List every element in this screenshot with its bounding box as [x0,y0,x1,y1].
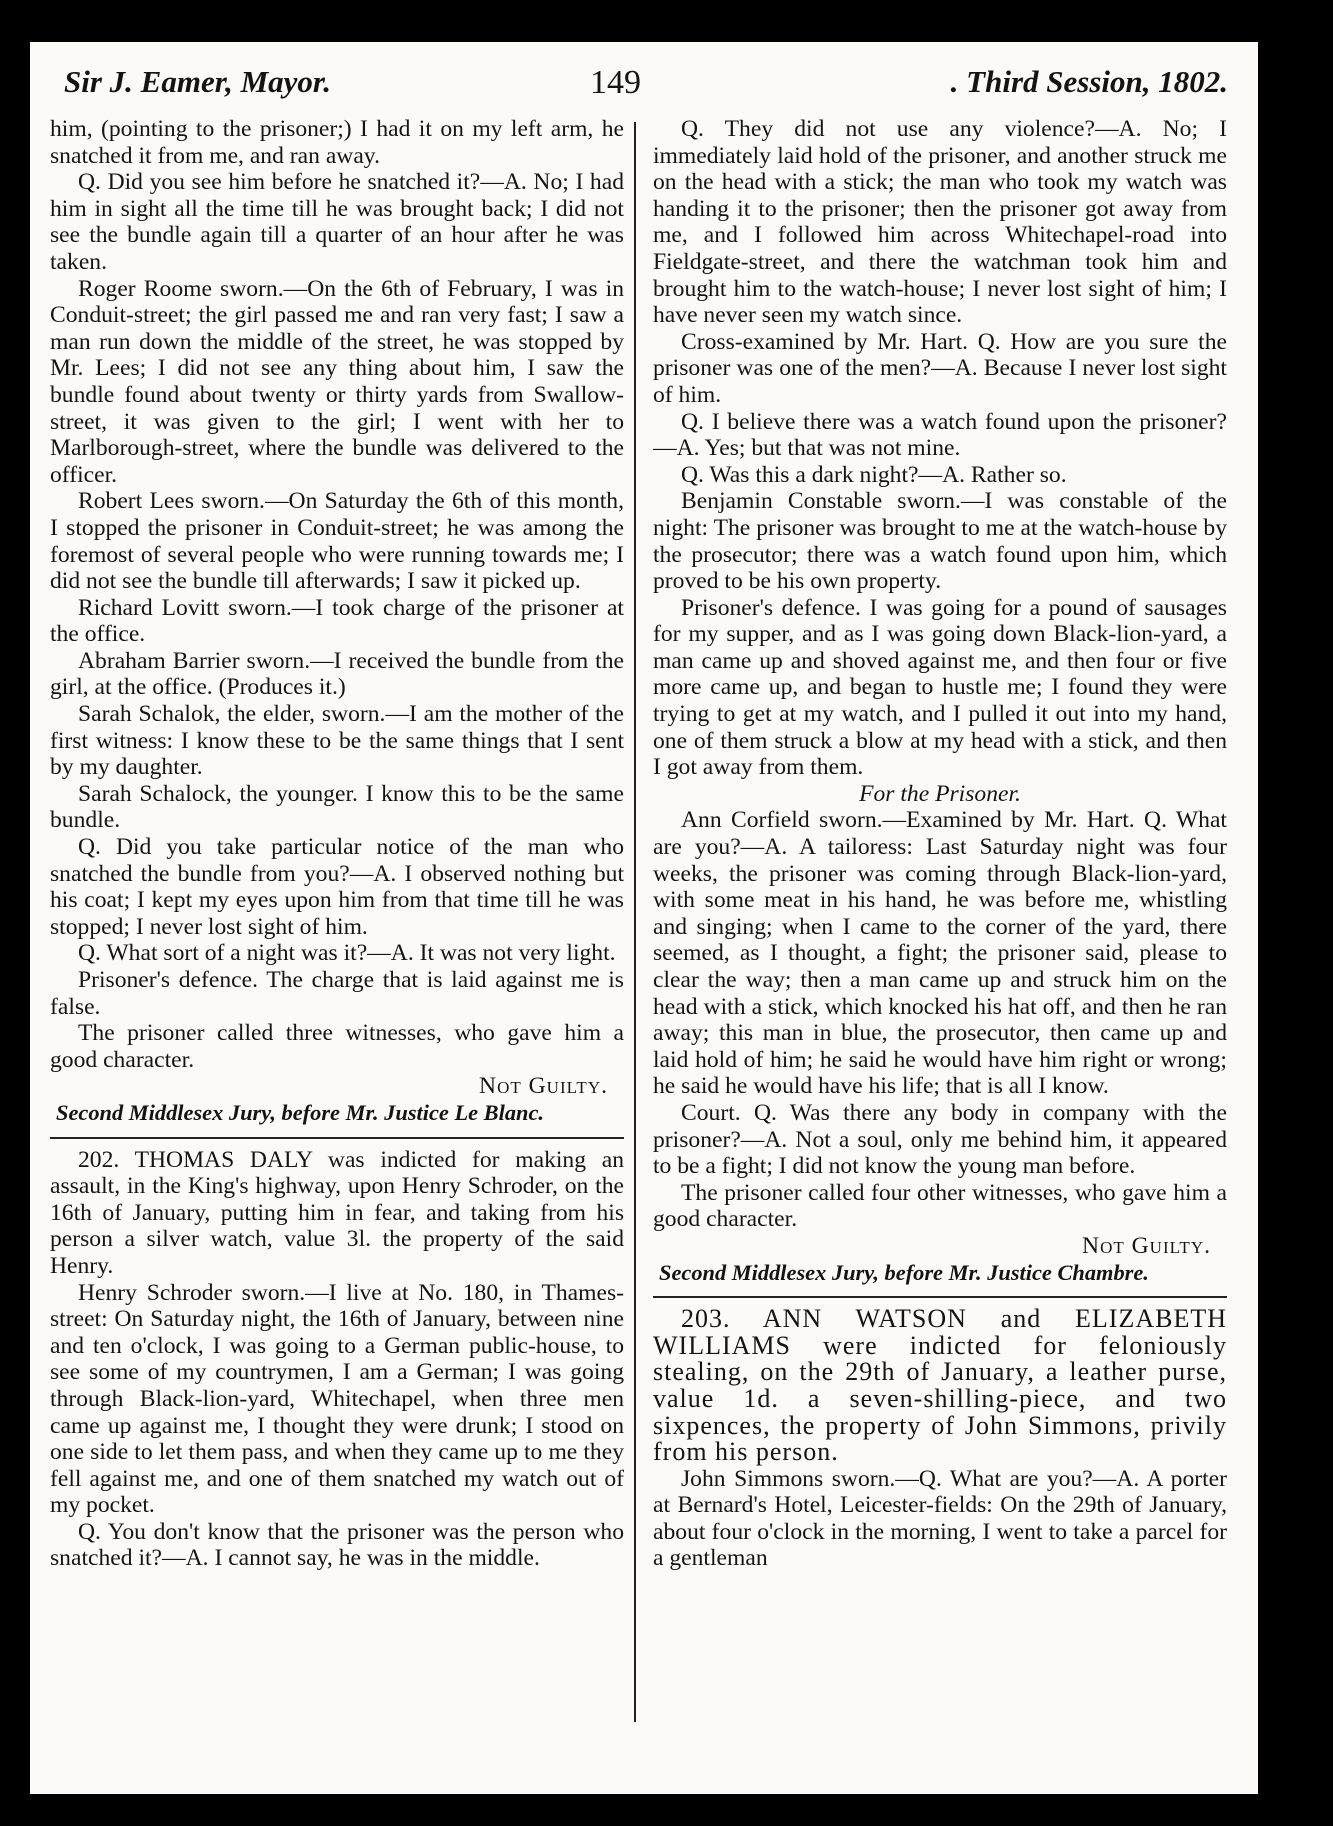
prisoner-defence: Prisoner's defence. The charge that is laid against me is false. [50,967,624,1020]
testimony-lees: Robert Lees sworn.—On Saturday the 6th of this month, I stopped the prisoner in Conduit-street; he was among the foremost of several people who were running towards me; I did not see the bundle till afterwards; I saw it picked up. [50,488,624,595]
case-202-indictment: 202. THOMAS DALY was indicted for making an assault, in the King's highway, upon Henry Schroder, on the 16th of January, putting him in fear, and taking from his person a silver watch, value 3l. the property of the said Henry. [50,1146,624,1279]
prisoner-defence: Prisoner's defence. I was going for a pound of sausages for my supper, and as I was going down Black-lion-yard, a man came up and shoved against me, and then four or five more came up, and began to hustle me; I found they were trying to get at my watch, and I pulled it out into my hand, one of them struck a blow at my head with a stick, and then I got away from them. [653,594,1227,781]
testimony-lovitt: Richard Lovitt sworn.—I took charge of the prisoner at the office. [50,594,624,648]
character-witnesses: The prisoner called three witnesses, who gave him a good character. [50,1020,624,1073]
paragraph: Q. Did you take particular notice of the man who snatched the bundle from you?—A. I observed nothing but his coat; I kept my eyes upon him from that time till he was stopped; I never lost sight of him. [50,834,624,940]
paragraph: Q. Did you see him before he snatched it?—A. No; I had him in sight all the time till he was brought back; I did not see the bundle again till a quarter of an hour after he was taken. [50,169,624,275]
testimony-roome: Roger Roome sworn.—On the 6th of February, I was in Conduit-street; the girl passed me and ran very fast; I saw a man run down the middle of the street, he was stopped by Mr. Lees; I did not see any thing about him, I saw the bundle found about twenty or thirty yards from Swallow-street, it was given to the girl; I went with her to Marlborough-street, where the bundle was delivered to the officer. [50,275,624,488]
document-page [30,42,1258,1794]
testimony-schalock-younger: Sarah Schalock, the younger. I know this to be the same bundle. [50,780,624,834]
testimony-corfield: Ann Corfield sworn.—Examined by Mr. Hart. Q. What are you?—A. A tailoress: Last Saturday night was four weeks, the prisoner was coming through Black-lion-yard, with some meat in his hand, he was before me, whistling and singing; when I came to the corner of the yard, there seemed, as I thought, a fight; the prisoner said, please to clear the way; then a man came up and struck him on the head with a stick, which knocked his hat off, and then he ran away; this man in blue, the prosecutor, then came up and laid hold of him; he said he would have him right or wrong; he said he would have his life; that is all I know. [653,807,1227,1100]
running-header [30,42,1258,112]
verdict: Not Guilty. [1082,1232,1211,1259]
testimony-barrier: Abraham Barrier sworn.—I received the bundle from the girl, at the office. (Produces it.) [50,647,624,701]
testimony-simmons: John Simmons sworn.—Q. What are you?—A. A porter at Bernard's Hotel, Leicester-fields: On the 29th of January, about four o'clock in the morning, I went to take a parcel for a gentleman [653,1465,1227,1572]
page-number: 149 [590,64,641,101]
section-rule [653,1296,1227,1298]
for-prisoner-heading: For the Prisoner. [859,780,1021,807]
paragraph: Q. What sort of a night was it?—A. It was not very light. [78,940,616,967]
paragraph: Q. They did not use any violence?—A. No; I immediately laid hold of the prisoner, and another struck me on the head with a stick; the man who took my watch was handing it to the prisoner; then the prisoner got away from me, and I followed him across Whitechapel-road into Fieldgate-street, and there the watchman took him and brought him to the watch-house; I never lost sight of him; I have never seen my watch since. [653,116,1227,329]
jury-line: Second Middlesex Jury, before Mr. Justice Chambre. [659,1259,1149,1285]
header-mayor: Sir J. Eamer, Mayor. [64,64,331,99]
character-witnesses: The prisoner called four other witnesses, who gave him a good character. [653,1179,1227,1233]
testimony-constable: Benjamin Constable sworn.—I was constable of the night: The prisoner was brought to me at the watch-house by the prosecutor; there was a watch found upon him, which proved to be his own property. [653,488,1227,595]
left-column [50,116,624,1776]
court-question: Court. Q. Was there any body in company with the prisoner?—A. Not a soul, only me behind him, it appeared to be a fight; I did not know the young man before. [653,1099,1227,1180]
right-column [653,116,1227,1776]
header-session: . Third Session, 1802. [950,64,1228,99]
case-203-indictment: 203. ANN WATSON and ELIZABETH WILLIAMS were indicted for feloniously stealing, on the 29th of January, a leather purse, value 1d. a seven-shilling-piece, and two sixpences, the property of John Simmons, privily from his person. [653,1304,1227,1467]
paragraph: Q. You don't know that the prisoner was the person who snatched it?—A. I cannot say, he was in the middle. [50,1518,624,1572]
paragraph: him, (pointing to the prisoner;) I had it on my left arm, he snatched it from me, and ran away. [50,116,624,169]
jury-line: Second Middlesex Jury, before Mr. Justice Le Blanc. [56,1099,545,1125]
section-rule [50,1137,624,1139]
verdict: Not Guilty. [479,1073,608,1100]
testimony-schalok-elder: Sarah Schalok, the elder, sworn.—I am the mother of the first witness: I know these to be the same things that I sent by my daughter. [50,701,624,781]
column-divider [634,122,636,1722]
paragraph: Q. Was this a dark night?—A. Rather so. [681,461,1067,488]
cross-examination: Cross-examined by Mr. Hart. Q. How are you sure the prisoner was one of the men?—A. Because I never lost sight of him. [653,328,1227,408]
testimony-schroder: Henry Schroder sworn.—I live at No. 180, in Thames-street: On Saturday night, the 16th of January, between nine and ten o'clock, I was going to a German public-house, to see some of my countrymen, I am a German; I was going through Black-lion-yard, Whitechapel, when three men came up against me, I thought they were drunk; I stood on one side to let them pass, and when they came up to me they fell against me, and one of them snatched my watch out of my pocket. [50,1279,624,1519]
paragraph: Q. I believe there was a watch found upon the prisoner?—A. Yes; but that was not mine. [653,408,1227,462]
